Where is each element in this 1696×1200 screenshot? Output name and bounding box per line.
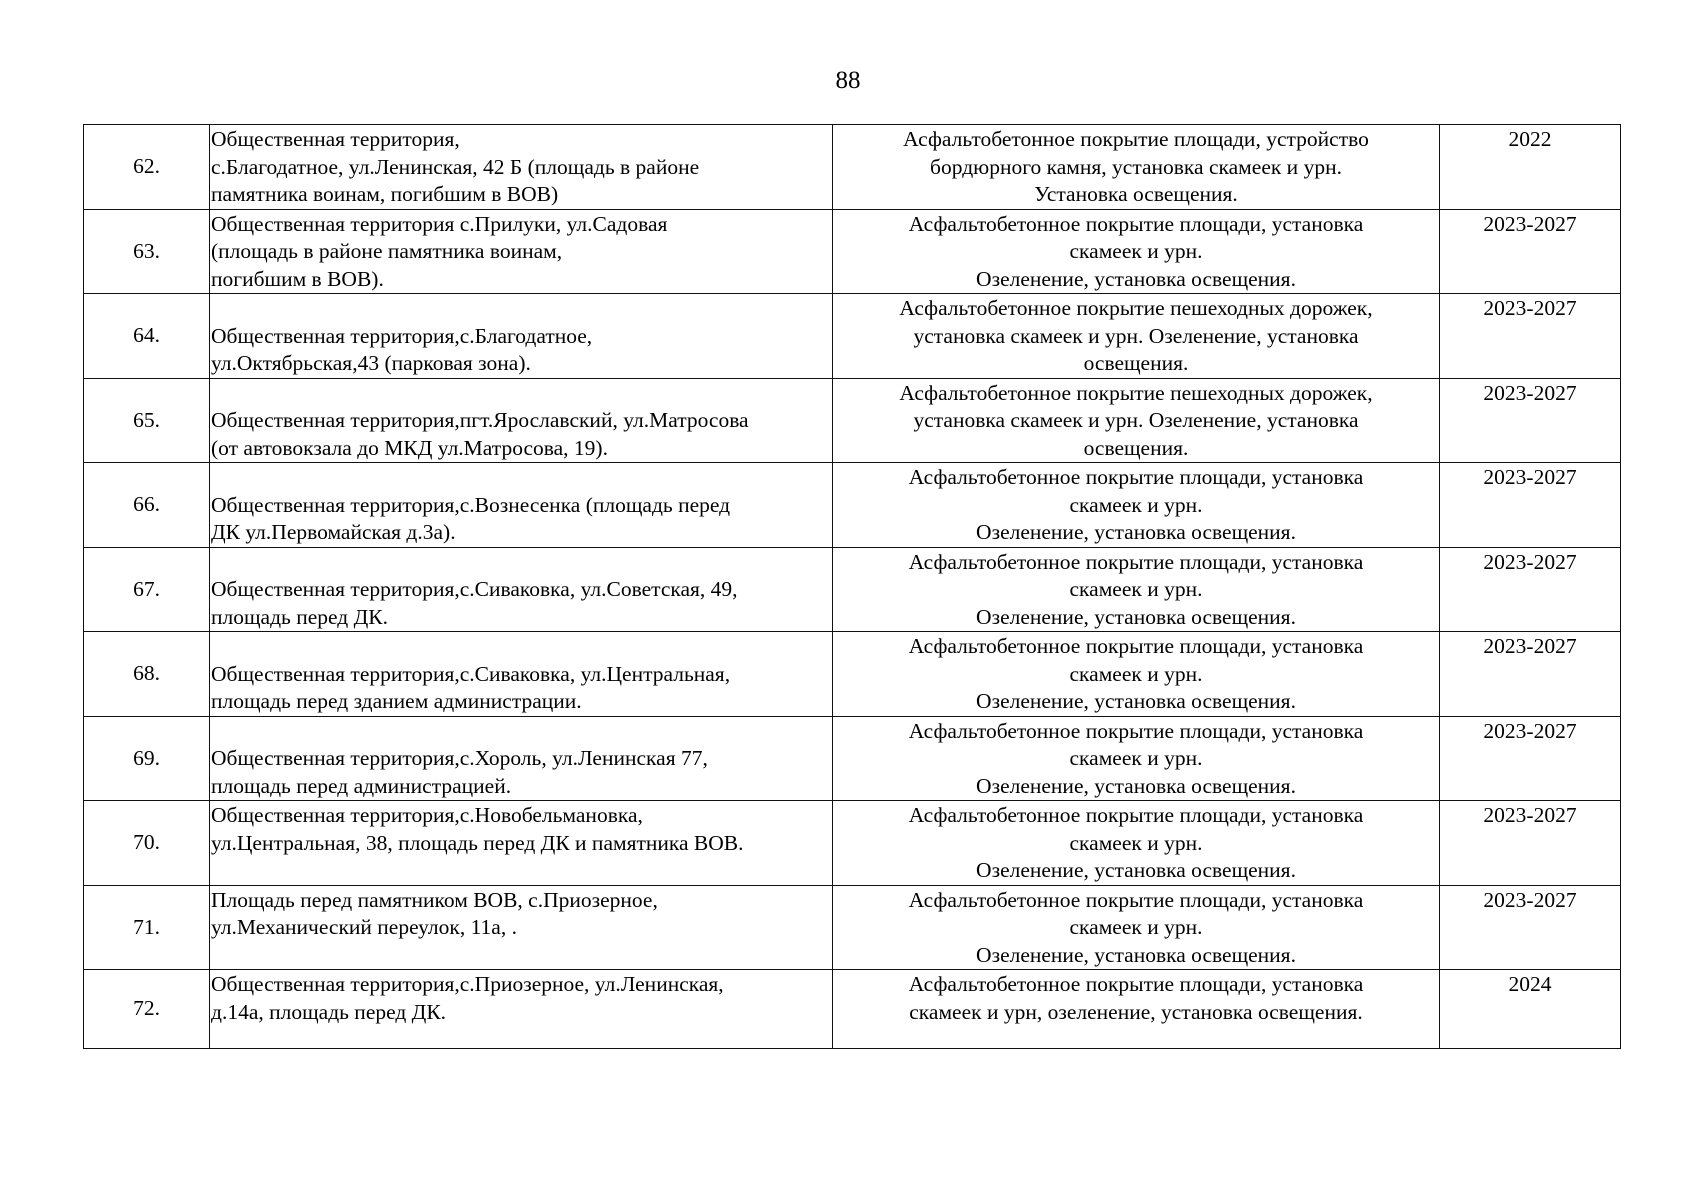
works-text: Асфальтобетонное покрытие площади, установка скамеек и урн. Озеленение, установка освещения. — [908, 211, 1364, 291]
works-cell — [833, 209, 1440, 294]
table-row — [84, 378, 1621, 463]
row-number: 62. — [133, 154, 160, 178]
location-cell — [210, 801, 833, 886]
table-row — [84, 294, 1621, 379]
location-text: Общественная территория, с.Благодатное, ул.Ленинская, 42 Б (площадь в районе памятника воинам, погибшим в ВОВ) — [211, 127, 700, 206]
works-cell — [833, 125, 1440, 210]
row-number-cell — [84, 547, 210, 632]
row-number: 63. — [133, 238, 160, 263]
row-number: 66. — [133, 492, 160, 516]
table-row — [84, 209, 1621, 294]
location-text: Общественная территория,с.Приозерное, ул.Ленинская, д.14а, площадь перед ДК. — [211, 972, 724, 1024]
table-row — [84, 125, 1621, 210]
table-row — [84, 970, 1621, 1049]
works-cell — [833, 632, 1440, 717]
row-number: 69. — [133, 745, 160, 770]
works-text: Асфальтобетонное покрытие площади, устройство бордюрного камня, установка скамеек и урн. Установка освещения. — [903, 127, 1369, 206]
period-text: 2023-2027 — [1483, 549, 1577, 574]
works-cell — [833, 463, 1440, 548]
location-text: Общественная территория,с.Вознесенка (площадь перед ДК ул.Первомайская д.3а). — [211, 492, 731, 544]
location-cell — [210, 970, 833, 1049]
row-number-cell — [84, 801, 210, 886]
location-cell — [210, 716, 833, 801]
location-cell — [210, 885, 833, 970]
period-text: 2023-2027 — [1483, 803, 1577, 827]
row-number: 70. — [133, 830, 160, 854]
row-number-cell — [84, 125, 210, 210]
row-number-cell — [84, 378, 210, 463]
period-text: 2023-2027 — [1483, 465, 1577, 489]
works-text: Асфальтобетонное покрытие пешеходных дорожек, установка скамеек и урн. Озеленение, установка освещения. — [899, 380, 1373, 460]
works-text: Асфальтобетонное покрытие площади, установка скамеек и урн. Озеленение, установка освещения. — [908, 634, 1364, 713]
works-text: Асфальтобетонное покрытие площади, установка скамеек и урн. Озеленение, установка освещения. — [908, 465, 1364, 544]
location-cell — [210, 294, 833, 379]
works-text: Асфальтобетонное покрытие площади, установка скамеек и урн. Озеленение, установка освещения. — [908, 549, 1364, 629]
location-text: Общественная территория,с.Новобельмановка, ул.Центральная, 38, площадь перед ДК и памятника ВОВ. — [211, 803, 744, 855]
table-row — [84, 463, 1621, 548]
location-text: Общественная территория,с.Хороль, ул.Ленинская 77, площадь перед администрацией. — [211, 746, 708, 798]
period-cell — [1440, 294, 1621, 379]
row-number-cell — [84, 970, 210, 1049]
period-cell — [1440, 885, 1621, 970]
location-text: Общественная территория,пгт.Ярославский, ул.Матросова (от автовокзала до МКД ул.Матросова, 19). — [211, 408, 749, 460]
table-row — [84, 547, 1621, 632]
period-cell — [1440, 463, 1621, 548]
location-text: Общественная территория,с.Сиваковка, ул.Центральная, площадь перед зданием администрации. — [211, 661, 731, 713]
works-text: Асфальтобетонное покрытие площади, установка скамеек и урн. Озеленение, установка освещения. — [908, 887, 1364, 967]
row-number: 64. — [133, 323, 160, 347]
location-text: Общественная территория,с.Сиваковка, ул.Советская, 49, площадь перед ДК. — [211, 577, 738, 629]
works-text: Асфальтобетонное покрытие площади, установка скамеек и урн. Озеленение, установка освещения. — [908, 718, 1364, 798]
period-text: 2023-2027 — [1483, 211, 1577, 236]
row-number-cell — [84, 632, 210, 717]
works-cell — [833, 801, 1440, 886]
improvement-table — [83, 124, 1621, 1049]
location-text: Площадь перед памятником ВОВ, с.Приозерное, ул.Механический переулок, 11а, . — [211, 887, 658, 939]
period-text: 2022 — [1508, 127, 1552, 151]
row-number-cell — [84, 885, 210, 970]
period-cell — [1440, 125, 1621, 210]
location-cell — [210, 547, 833, 632]
row-number: 72. — [133, 996, 160, 1021]
period-text: 2023-2027 — [1483, 634, 1577, 658]
row-number-cell — [84, 716, 210, 801]
location-cell — [210, 463, 833, 548]
row-number: 67. — [133, 576, 160, 601]
period-text: 2023-2027 — [1483, 380, 1577, 405]
period-cell — [1440, 378, 1621, 463]
table-row — [84, 716, 1621, 801]
works-cell — [833, 970, 1440, 1049]
table-row — [84, 632, 1621, 717]
period-text: 2023-2027 — [1483, 718, 1577, 743]
table-row — [84, 885, 1621, 970]
location-text: Общественная территория,с.Благодатное, ул.Октябрьская,43 (парковая зона). — [211, 323, 593, 375]
row-number-cell — [84, 209, 210, 294]
table-body — [84, 125, 1621, 1049]
period-cell — [1440, 716, 1621, 801]
period-cell — [1440, 209, 1621, 294]
works-text: Асфальтобетонное покрытие площади, установка скамеек и урн. Озеленение, установка освещения. — [908, 803, 1364, 882]
period-cell — [1440, 547, 1621, 632]
works-cell — [833, 885, 1440, 970]
works-cell — [833, 716, 1440, 801]
location-cell — [210, 632, 833, 717]
page-number: 88 — [835, 67, 861, 94]
works-text: Асфальтобетонное покрытие площади, установка скамеек и урн, озеленение, установка освещения. — [908, 972, 1364, 1024]
row-number: 71. — [133, 914, 160, 939]
location-cell — [210, 378, 833, 463]
location-cell — [210, 209, 833, 294]
period-cell — [1440, 970, 1621, 1049]
works-cell — [833, 378, 1440, 463]
table-row — [84, 801, 1621, 886]
period-text: 2023-2027 — [1483, 887, 1577, 912]
row-number-cell — [84, 294, 210, 379]
location-cell — [210, 125, 833, 210]
period-cell — [1440, 632, 1621, 717]
location-text: Общественная территория с.Прилуки, ул.Садовая (площадь в районе памятника воинам, погибшим в ВОВ). — [211, 211, 668, 291]
period-text: 2024 — [1508, 972, 1552, 996]
row-number: 68. — [133, 661, 160, 685]
works-cell — [833, 547, 1440, 632]
row-number-cell — [84, 463, 210, 548]
works-cell — [833, 294, 1440, 379]
row-number: 65. — [133, 407, 160, 432]
works-text: Асфальтобетонное покрытие пешеходных дорожек, установка скамеек и урн. Озеленение, установка освещения. — [899, 296, 1373, 375]
period-text: 2023-2027 — [1483, 296, 1577, 320]
period-cell — [1440, 801, 1621, 886]
